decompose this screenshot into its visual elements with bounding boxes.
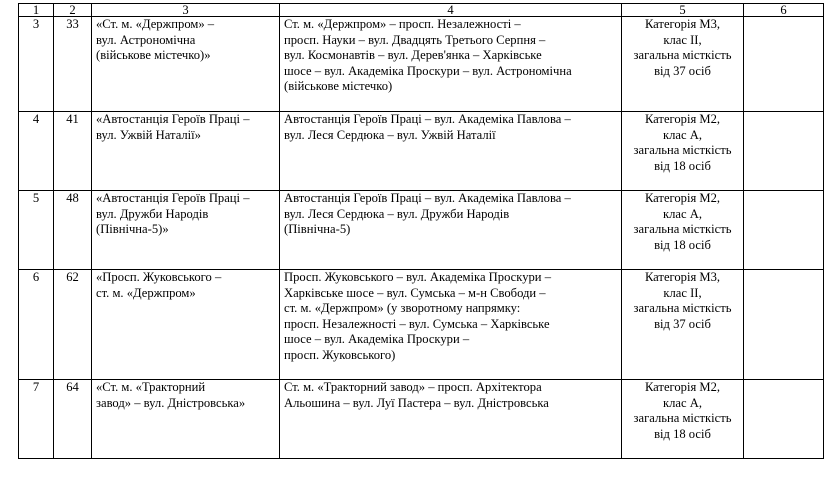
note-cell: [744, 112, 824, 191]
routes-table: [18, 3, 824, 459]
route-path-line: шосе – вул. Академіка Проскури –: [284, 332, 470, 346]
vehicle-category: [622, 270, 744, 380]
category-line: від 18 осіб: [654, 426, 711, 441]
route-path: [280, 270, 622, 380]
route-path-line: Ст. м. «Держпром» – просп. Незалежності –: [284, 17, 521, 31]
category-line: клас А,: [663, 395, 702, 410]
table-row: [19, 380, 824, 459]
column-header-3: 3: [92, 4, 280, 17]
route-name-line: «Автостанція Героїв Праці –: [96, 112, 250, 126]
route-path-line: Автостанція Героїв Праці – вул. Академіка Павлова –: [284, 191, 571, 205]
route-name: [92, 270, 280, 380]
category-line: від 18 осіб: [654, 237, 711, 252]
vehicle-category: [622, 191, 744, 270]
row-number: 4: [19, 112, 54, 191]
route-path: [280, 191, 622, 270]
vehicle-category: [622, 112, 744, 191]
route-path: [280, 380, 622, 459]
route-path-line: вул. Космонавтів – вул. Дерев'янка – Харківське: [284, 48, 542, 62]
note-cell: [744, 270, 824, 380]
table-row: [19, 17, 824, 112]
category-line: клас ІІ,: [663, 285, 702, 300]
route-name: [92, 17, 280, 112]
route-name-line: «Ст. м. «Тракторний: [96, 380, 206, 394]
route-path-line: просп. Жуковського): [284, 347, 396, 362]
route-name: [92, 380, 280, 459]
route-name: [92, 191, 280, 270]
route-number: 48: [54, 191, 92, 270]
route-number: 41: [54, 112, 92, 191]
route-name-line: «Ст. м. «Держпром» –: [96, 17, 215, 31]
category-line: загальна місткість: [633, 301, 732, 315]
category-line: загальна місткість: [633, 411, 732, 425]
route-path-line: Альошина – вул. Луї Пастера – вул. Дністровська: [284, 395, 549, 410]
category-line: від 18 осіб: [654, 158, 711, 173]
note-cell: [744, 380, 824, 459]
table-row: [19, 191, 824, 270]
category-line: Категорія М2,: [644, 191, 721, 205]
column-header-5: 5: [622, 4, 744, 17]
route-path-line: шосе – вул. Академіка Проскури – вул. Астрономічна: [284, 63, 572, 78]
row-number: 7: [19, 380, 54, 459]
route-number: 33: [54, 17, 92, 112]
note-cell: [744, 191, 824, 270]
column-header-1: 1: [19, 4, 54, 17]
route-name-line: ст. м. «Держпром»: [96, 285, 196, 300]
route-name-line: вул. Дружби Народів: [96, 206, 209, 221]
route-path-line: Ст. м. «Тракторний завод» – просп. Архітектора: [284, 380, 542, 394]
category-line: Категорія М3,: [644, 270, 721, 284]
route-number: 64: [54, 380, 92, 459]
route-name-line: (Північна-5)»: [96, 222, 169, 236]
route-path-line: просп. Незалежності – вул. Сумська – Харківське: [284, 316, 550, 331]
route-path-line: вул. Леся Сердюка – вул. Дружби Народів: [284, 206, 510, 221]
route-path-line: Харківське шосе – вул. Сумська – м-н Свободи –: [284, 285, 546, 300]
route-name-line: (військове містечко)»: [96, 48, 211, 62]
row-number: 5: [19, 191, 54, 270]
route-name: [92, 112, 280, 191]
route-name-line: вул. Астрономічна: [96, 32, 196, 47]
category-line: загальна місткість: [633, 222, 732, 236]
vehicle-category: [622, 380, 744, 459]
category-line: Категорія М2,: [644, 112, 721, 126]
row-number: 6: [19, 270, 54, 380]
row-number: 3: [19, 17, 54, 112]
column-header-2: 2: [54, 4, 92, 17]
category-line: клас А,: [663, 127, 702, 142]
route-path-line: Просп. Жуковського – вул. Академіка Проскури –: [284, 270, 551, 284]
category-line: від 37 осіб: [654, 316, 711, 331]
route-number: 62: [54, 270, 92, 380]
category-line: загальна місткість: [633, 143, 732, 157]
route-path: [280, 17, 622, 112]
route-path: [280, 112, 622, 191]
column-header-6: 6: [744, 4, 824, 17]
route-path-line: просп. Науки – вул. Двадцять Третього Серпня –: [284, 32, 546, 47]
route-path-line: вул. Леся Сердюка – вул. Ужвій Наталії: [284, 127, 496, 142]
table-row: [19, 270, 824, 380]
route-path-line: (військове містечко): [284, 79, 393, 93]
category-line: загальна місткість: [633, 48, 732, 62]
category-line: клас ІІ,: [663, 32, 702, 47]
category-line: від 37 осіб: [654, 63, 711, 78]
route-name-line: «Автостанція Героїв Праці –: [96, 191, 250, 205]
route-path-line: ст. м. «Держпром» (у зворотному напрямку:: [284, 301, 521, 315]
category-line: Категорія М3,: [644, 17, 721, 31]
route-name-line: «Просп. Жуковського –: [96, 270, 222, 284]
route-path-line: (Північна-5): [284, 222, 351, 236]
header-row: [19, 4, 824, 17]
note-cell: [744, 17, 824, 112]
route-path-line: Автостанція Героїв Праці – вул. Академіка Павлова –: [284, 112, 571, 126]
vehicle-category: [622, 17, 744, 112]
table-row: [19, 112, 824, 191]
category-line: клас А,: [663, 206, 702, 221]
column-header-4: 4: [280, 4, 622, 17]
route-name-line: вул. Ужвій Наталії»: [96, 127, 201, 142]
route-name-line: завод» – вул. Дністровська»: [96, 395, 246, 410]
category-line: Категорія М2,: [644, 380, 721, 394]
